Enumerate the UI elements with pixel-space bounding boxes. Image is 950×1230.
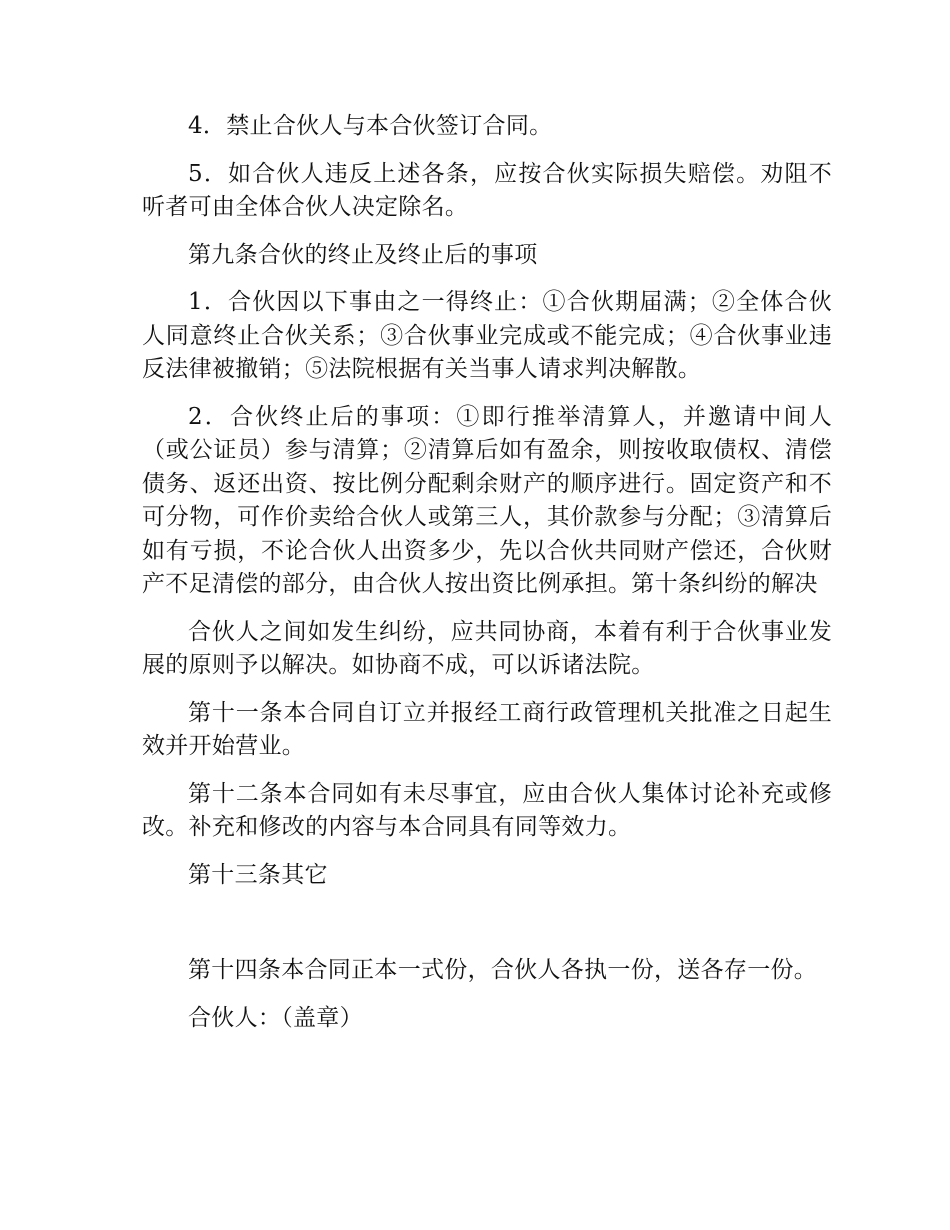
clause-10-body: 合伙人之间如发生纠纷，应共同协商，本着有利于合伙事业发展的原则予以解决。如协商不成，可以诉诸法院。	[142, 618, 832, 678]
clause-9-item-1: 1．合伙因以下事由之一得终止：①合伙期届满；②全体合伙人同意终止合伙关系；③合伙事业完成或不能完成；④合伙事业违反法律被撤销；⑤法院根据有关当事人请求判决解散。	[142, 289, 832, 382]
clause-13: 第十三条其它	[188, 861, 328, 888]
clause-12: 第十二条本合同如有未尽事宜，应由合伙人集体讨论补充或修改。补充和修改的内容与本合同具有同等效力。	[142, 780, 832, 840]
clause-9-heading: 第九条合伙的终止及终止后的事项	[188, 241, 538, 268]
clause-14: 第十四条本合同正本一式份，合伙人各执一份，送各存一份。	[188, 957, 818, 983]
clause-8-item-5: 5．如合伙人违反上述各条，应按合伙实际损失赔偿。劝阻不听者可由全体合伙人决定除名。	[142, 160, 832, 220]
clause-9-item-2: 2．合伙终止后的事项：①即行推举清算人，并邀请中间人（或公证员）参与清算；②清算后如有盈余，则按收取债权、清偿债务、返还出资、按比例分配剩余财产的顺序进行。固定资产和不可分物，可作价卖给合伙人或第三人，其价款参与分配；③清算后如有亏损，不论合伙人出资多少，先以合伙共同财产偿还，合伙财产不足清偿的部分，由合伙人按出资比例承担。第十条纠纷的解决	[142, 403, 832, 597]
clause-8-item-4: 4．禁止合伙人与本合伙签订合同。	[188, 113, 553, 139]
document-body	[142, 110, 832, 1049]
clause-11: 第十一条本合同自订立并报经工商行政管理机关批准之日起生效并开始营业。	[142, 699, 832, 759]
signature-line: 合伙人：（盖章）	[188, 1004, 363, 1031]
